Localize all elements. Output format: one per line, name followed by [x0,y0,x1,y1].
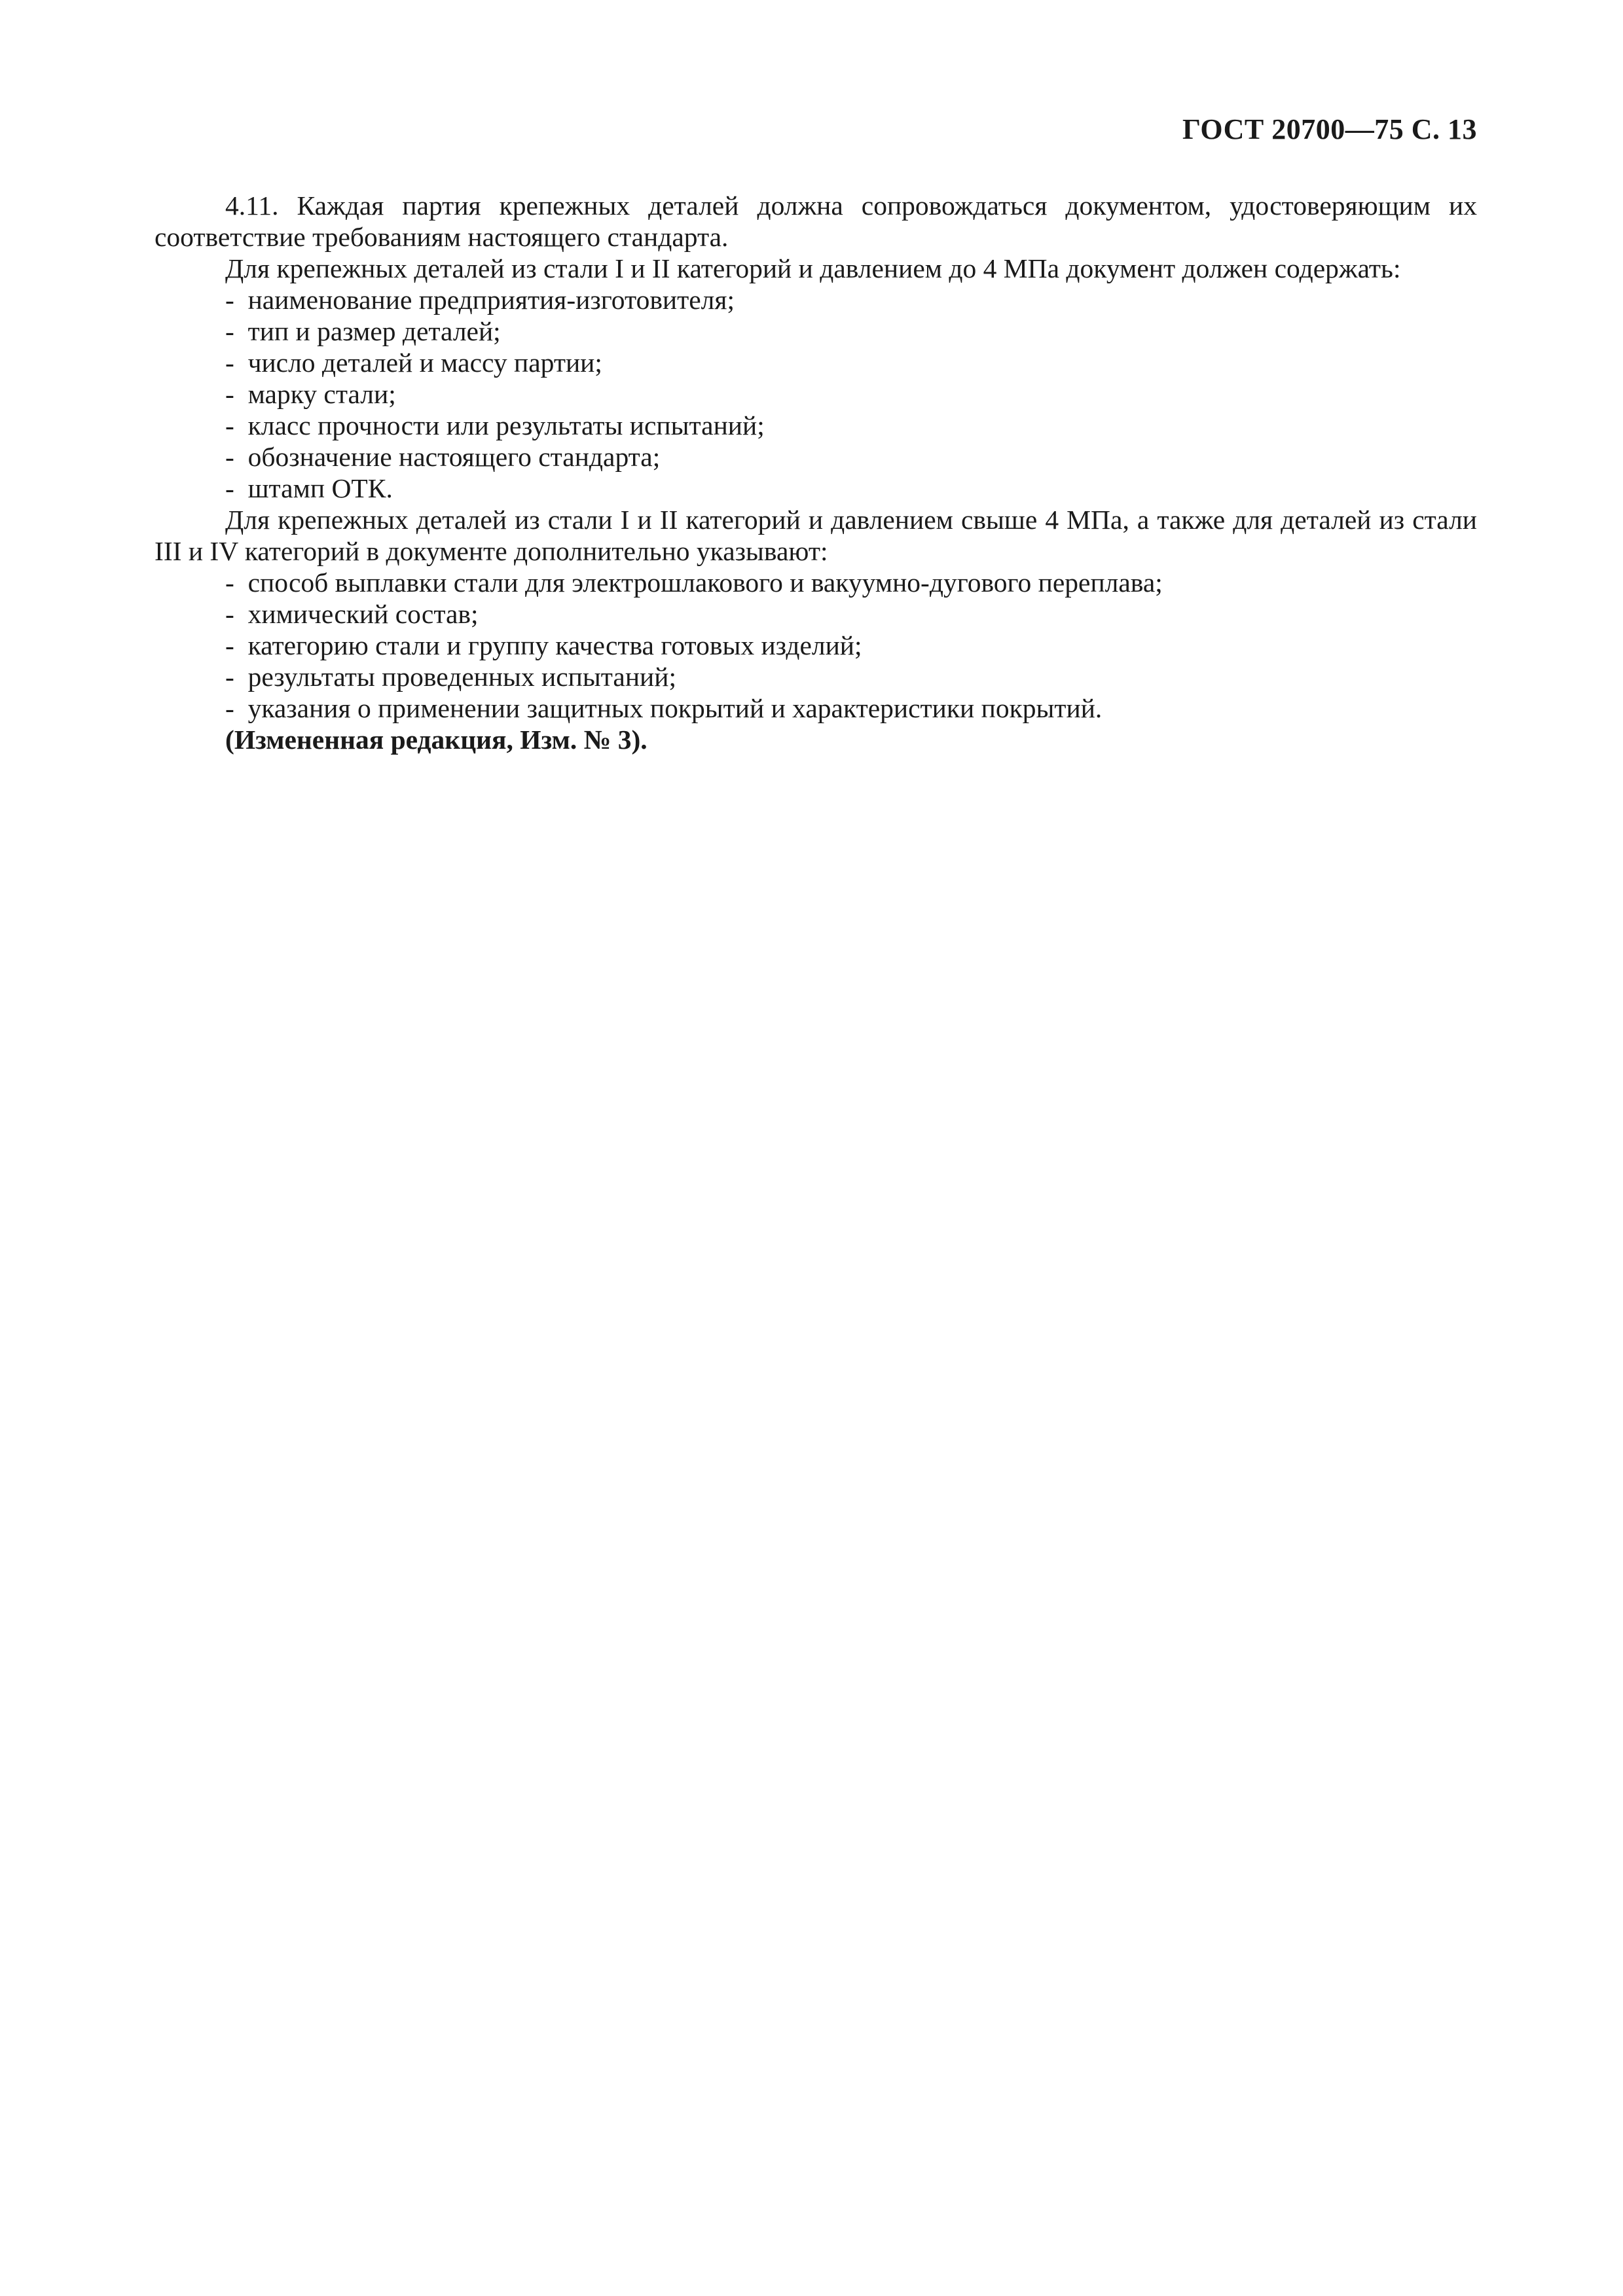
group1-requirements-list [155,284,1477,504]
list-item: - марку стали; [155,378,1477,410]
list-item: - число деталей и массу партии; [155,347,1477,378]
clause-4-11-intro: 4.11. Каждая партия крепежных деталей должна сопровождаться документом, удостоверяющим их соответствие требованиям настоящего стандарта. [155,190,1477,252]
list-item: - способ выплавки стали для электрошлакового и вакуумно-дугового переплава; [155,567,1477,598]
group2-requirements-list [155,567,1477,724]
list-item: - штамп ОТК. [155,473,1477,504]
document-body [155,190,1477,755]
list-item: - категорию стали и группу качества готовых изделий; [155,630,1477,661]
list-item: - указания о применении защитных покрытий и характеристики покрытий. [155,692,1477,724]
group1-lead-paragraph: Для крепежных деталей из стали I и II категорий и давлением до 4 МПа документ должен содержать: [225,253,1401,283]
list-item: - результаты проведенных испытаний; [155,661,1477,692]
list-item: - химический состав; [155,598,1477,630]
revision-note: (Измененная редакция, Изм. № 3). [225,725,647,755]
list-item: - наименование предприятия-изготовителя; [155,284,1477,315]
running-header: ГОСТ 20700—75 С. 13 [1182,113,1477,145]
list-item: - обозначение настоящего стандарта; [155,441,1477,473]
list-item: - тип и размер деталей; [155,315,1477,347]
group2-lead-paragraph: Для крепежных деталей из стали I и II категорий и давлением свыше 4 МПа, а также для деталей из стали III и IV категорий в документе дополнительно указывают: [155,505,1477,566]
list-item: - класс прочности или результаты испытаний; [155,410,1477,441]
